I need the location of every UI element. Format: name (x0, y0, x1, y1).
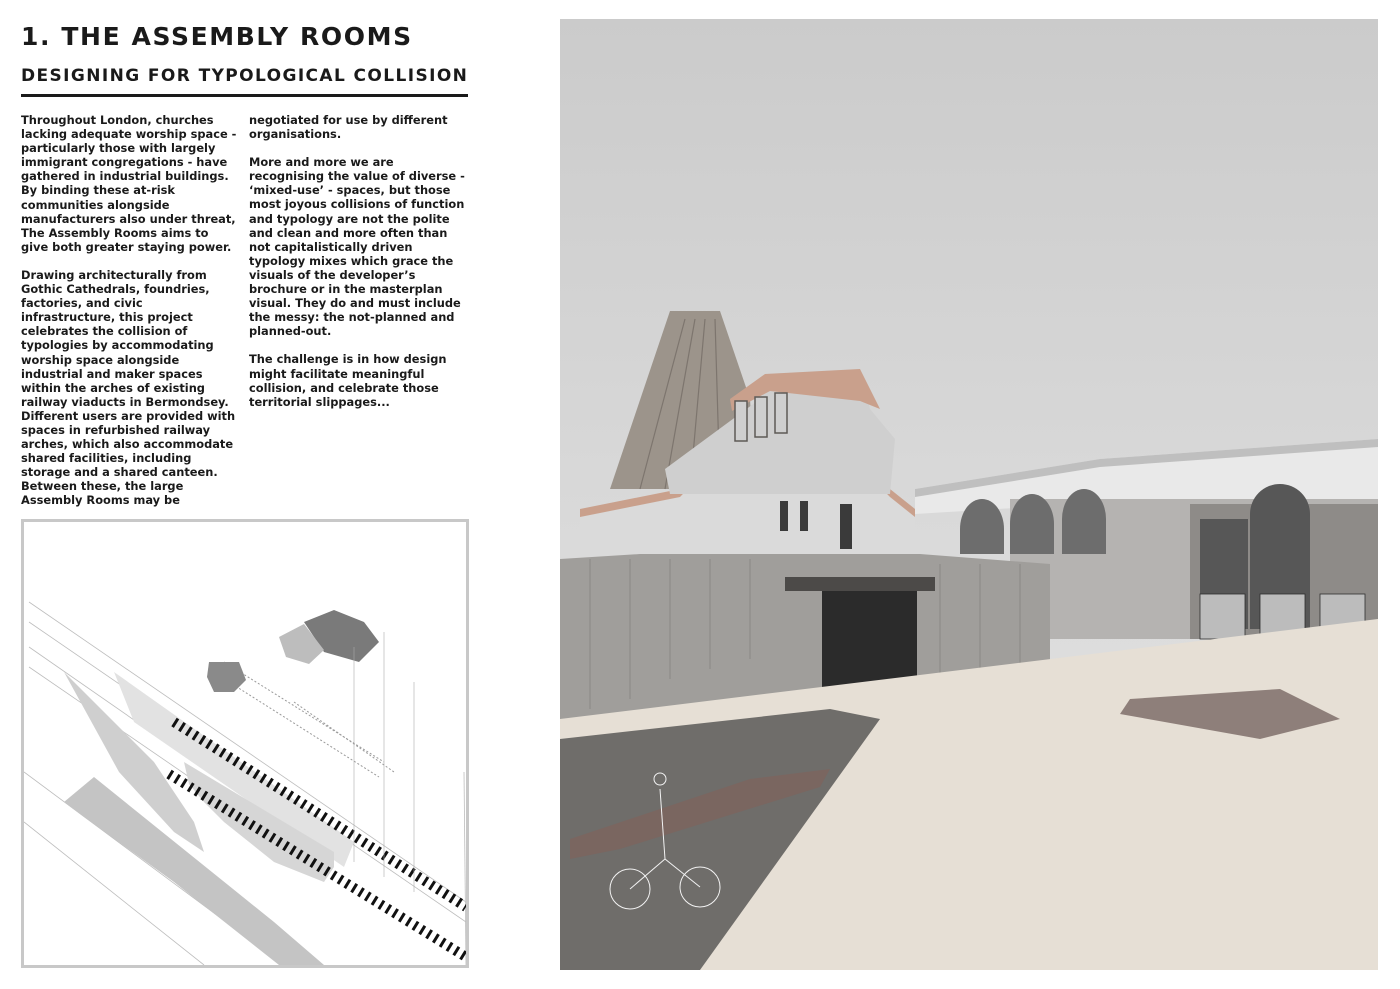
site-diagram (21, 519, 469, 968)
site-diagram-drawing (24, 522, 466, 965)
text-column-left (21, 113, 239, 522)
paragraph: negotiated for use by different organisations. (249, 113, 448, 142)
paragraph: The challenge is in how design might facilitate meaningful collision, and celebrate those territorial slippages... (249, 352, 447, 409)
paragraph: More and more we are recognising the value of diverse - ‘mixed-use’ - spaces, but those most joyous collisions of function and typology are not the polite and clean and more often than not capitalistically driven typology mixes which grace the visuals of the developer’s brochure or in the masterplan visual. They do and must include the messy: the not-planned and planned-out. (249, 155, 465, 339)
paragraph: Throughout London, churches lacking adequate worship space - particularly those with largely immigrant congregations - have gathered in industrial buildings. By binding these at-risk communities alongside manufacturers also under threat, The Assembly Rooms aims to give both greater staying power. (21, 113, 237, 254)
text-column-right (249, 113, 467, 423)
page-subtitle: DESIGNING FOR TYPOLOGICAL COLLISION (21, 66, 469, 86)
page-title: 1. THE ASSEMBLY ROOMS (21, 22, 413, 51)
title-rule (21, 94, 468, 97)
paragraph: Drawing architecturally from Gothic Cathedrals, foundries, factories, and civic infrastructure, this project celebrates the collision of typologies by accommodating worship space alongside industrial and maker spaces within the arches of existing railway viaducts in Bermondsey. Different users are provided with spaces in refurbished railway arches, which also accommodate shared facilities, including storage and a shared canteen. Between these, the large Assembly Rooms may be (21, 267, 236, 508)
render-image (560, 19, 1378, 970)
architectural-render (560, 19, 1378, 970)
